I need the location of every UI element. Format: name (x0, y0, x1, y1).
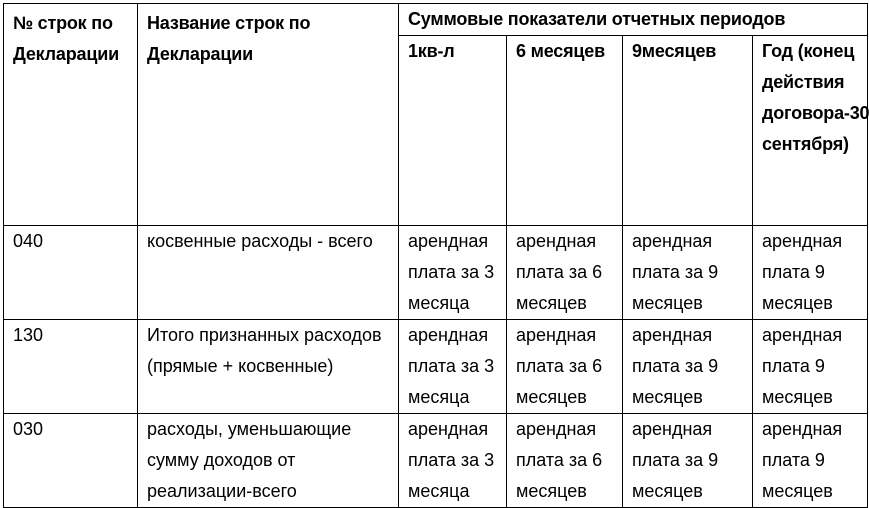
cell-q1: арендная плата за 3 месяца (399, 226, 507, 320)
cell-q1: арендная плата за 3 месяца (399, 320, 507, 414)
table-row (4, 226, 868, 320)
declaration-table (3, 3, 868, 508)
cell-year: арендная плата 9 месяцев (753, 320, 868, 414)
cell-9m: арендная плата за 9 месяцев (623, 320, 753, 414)
row-code: 030 (4, 414, 138, 508)
header-row-name: Название строк по Декларации (138, 4, 399, 226)
header-period-6m: 6 месяцев (507, 36, 623, 226)
row-code: 040 (4, 226, 138, 320)
cell-6m: арендная плата за 6 месяцев (507, 320, 623, 414)
table-row (4, 320, 868, 414)
cell-9m: арендная плата за 9 месяцев (623, 414, 753, 508)
cell-q1: арендная плата за 3 месяца (399, 414, 507, 508)
header-period-9m: 9месяцев (623, 36, 753, 226)
header-period-group: Суммовые показатели отчетных периодов (399, 4, 868, 36)
cell-6m: арендная плата за 6 месяцев (507, 414, 623, 508)
cell-year: арендная плата 9 месяцев (753, 226, 868, 320)
row-code: 130 (4, 320, 138, 414)
header-row-1 (4, 4, 868, 36)
header-period-year: Год (конец действия договора-30 сентября) (753, 36, 868, 226)
header-period-q1: 1кв-л (399, 36, 507, 226)
row-name: расходы, уменьшающие сумму доходов от реализации-всего (138, 414, 399, 508)
cell-6m: арендная плата за 6 месяцев (507, 226, 623, 320)
table-row (4, 414, 868, 508)
cell-year: арендная плата 9 месяцев (753, 414, 868, 508)
cell-9m: арендная плата за 9 месяцев (623, 226, 753, 320)
header-row-number: № строк по Декларации (4, 4, 138, 226)
row-name: Итого признанных расходов (прямые + косвенные) (138, 320, 399, 414)
row-name: косвенные расходы - всего (138, 226, 399, 320)
